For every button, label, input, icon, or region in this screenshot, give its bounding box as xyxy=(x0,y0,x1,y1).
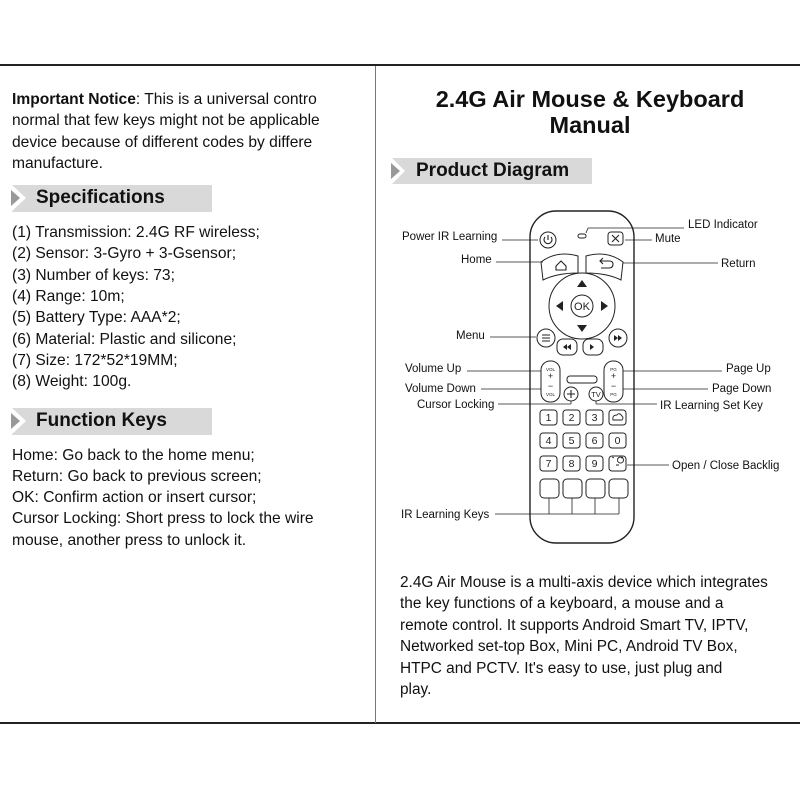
description-line: HTPC and PCTV. It's easy to use, just plug and xyxy=(400,659,723,677)
title-line: 2.4G Air Mouse & Keyboard xyxy=(435,86,745,112)
description-line: play. xyxy=(400,681,432,699)
spec-item: (1) Transmission: 2.4G RF wireless; xyxy=(12,224,260,242)
key-2-label: 2 xyxy=(568,412,575,424)
notice-line: manufacture. xyxy=(12,154,104,172)
function-key-line: Home: Go back to the home menu; xyxy=(12,446,255,464)
label-volume-down: Volume Down xyxy=(405,383,476,395)
vol-up-label: VOL xyxy=(545,367,556,372)
label-volume-up: Volume Up xyxy=(405,363,462,375)
label-home: Home xyxy=(461,254,492,266)
spec-item: (7) Size: 172*52*19MM; xyxy=(12,351,178,369)
key-6-label: 6 xyxy=(591,435,598,447)
label-backlight: Open / Close Backlig xyxy=(672,460,780,472)
title-line: Manual xyxy=(549,112,631,138)
key-4-label: 4 xyxy=(545,435,552,447)
function-keys-title: Function Keys xyxy=(36,409,167,431)
label-page-up: Page Up xyxy=(726,363,771,375)
key-0-label: 0 xyxy=(614,435,621,447)
notice-label: Important Notice xyxy=(12,91,136,108)
plus-glyph: + xyxy=(610,371,617,381)
label-cursor-locking: Cursor Locking xyxy=(417,399,495,411)
spec-item: (5) Battery Type: AAA*2; xyxy=(12,309,181,327)
description-line: 2.4G Air Mouse is a multi-axis device which integrates xyxy=(400,574,768,591)
spec-item: (4) Range: 10m; xyxy=(12,288,125,306)
ok-label: OK xyxy=(574,301,590,313)
key-9-label: 9 xyxy=(591,458,598,470)
notice-line: device because of different codes by differe xyxy=(12,133,313,151)
description-line: the key functions of a keyboard, a mouse and a xyxy=(400,595,724,613)
minus-glyph: − xyxy=(547,381,554,391)
tv-label: TV xyxy=(591,390,601,399)
plus-glyph: + xyxy=(547,371,554,381)
label-menu: Menu xyxy=(456,330,485,342)
function-key-line: Return: Go back to previous screen; xyxy=(12,467,262,485)
label-power: Power IR Learning xyxy=(402,231,498,243)
description xyxy=(400,572,798,700)
spec-item: (3) Number of keys: 73; xyxy=(12,266,175,284)
key-3-label: 3 xyxy=(591,412,598,424)
key-8-label: 8 xyxy=(568,458,575,470)
spec-item: (6) Material: Plastic and silicone; xyxy=(12,330,237,348)
specifications-title: Specifications xyxy=(36,187,165,209)
product-diagram-title: Product Diagram xyxy=(416,160,570,181)
vol-down-label: VOL xyxy=(545,392,556,397)
label-ir-keys: IR Learning Keys xyxy=(401,509,490,521)
label-mute: Mute xyxy=(655,233,681,245)
function-key-line: OK: Confirm action or insert cursor; xyxy=(12,489,257,507)
description-line: Networked set-top Box, Mini PC, Android TV Box, xyxy=(400,638,738,656)
description-line: remote control. It supports Android Smart TV, IPTV, xyxy=(400,616,749,634)
label-led: LED Indicator xyxy=(688,219,758,231)
pg-down-label: PG xyxy=(610,392,617,397)
pg-up-label: PG xyxy=(610,367,617,372)
key-5-label: 5 xyxy=(568,435,575,447)
key-1-label: 1 xyxy=(545,412,552,424)
label-page-down: Page Down xyxy=(712,383,772,395)
key-7-label: 7 xyxy=(545,458,552,470)
spec-item: (2) Sensor: 3-Gyro + 3-Gsensor; xyxy=(12,245,237,263)
label-return: Return xyxy=(721,258,756,270)
notice-text: : This is a universal contro xyxy=(135,91,317,108)
minus-glyph: − xyxy=(610,381,617,391)
notice-line: normal that few keys might not be applicable xyxy=(12,112,320,130)
spec-item: (8) Weight: 100g. xyxy=(12,373,132,391)
function-key-line: Cursor Locking: Short press to lock the wire xyxy=(12,510,314,528)
function-key-line: mouse, another press to unlock it. xyxy=(12,531,247,549)
label-ir-set: IR Learning Set Key xyxy=(660,400,763,412)
